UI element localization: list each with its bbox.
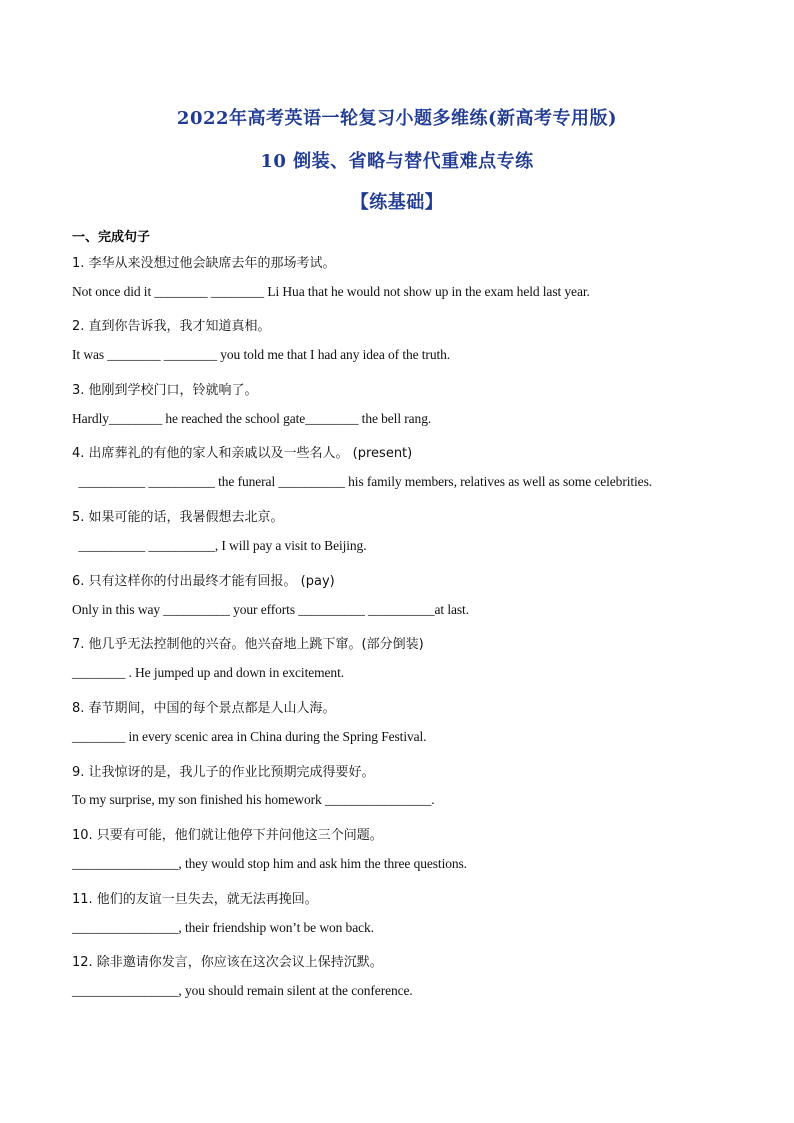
question-6-sentence: Only in this way __________ your efforts __________ __________at last. (72, 602, 469, 617)
question-3-prompt: 3. 他刚到学校门口，铃就响了。 (72, 383, 258, 398)
question-3-sentence: Hardly________ he reached the school gate________ the bell rang. (72, 411, 432, 426)
question-9-sentence: To my surprise, my son finished his homework ________________. (72, 792, 435, 807)
question-5-sentence: __________ __________, I will pay a visit to Beijing. (72, 538, 367, 553)
question-4-prompt: 4. 出席葬礼的有他的家人和亲戚以及一些名人。 (present) (72, 446, 413, 461)
document-title: 2022年高考英语一轮复习小题多维练(新高考专用版) (176, 108, 618, 129)
question-4-sentence: __________ __________ the funeral __________ his family members, relatives as well as some celebrities. (72, 474, 653, 489)
section-tag: 【练基础】 (350, 192, 444, 213)
question-11-sentence: ________________, their friendship won’t be won back. (72, 920, 374, 935)
question-10-prompt: 10. 只要有可能，他们就让他停下并问他这三个问题。 (72, 828, 383, 843)
question-9-prompt: 9. 让我惊讶的是，我儿子的作业比预期完成得要好。 (72, 765, 375, 780)
question-12-sentence: ________________, you should remain silent at the conference. (72, 983, 413, 998)
question-8-sentence: ________ in every scenic area in China during the Spring Festival. (72, 729, 427, 744)
document-subtitle: 10 倒装、省略与替代重难点专练 (260, 151, 534, 172)
question-12-prompt: 12. 除非邀请你发言，你应该在这次会议上保持沉默。 (72, 955, 383, 970)
question-2-prompt: 2. 直到你告诉我，我才知道真相。 (72, 319, 271, 334)
question-7-sentence: ________ . He jumped up and down in excitement. (72, 665, 344, 680)
question-10-sentence: ________________, they would stop him and ask him the three questions. (72, 856, 467, 871)
question-6-prompt: 6. 只有这样你的付出最终才能有回报。 (pay) (72, 574, 335, 589)
question-8-prompt: 8. 春节期间，中国的每个景点都是人山人海。 (72, 701, 336, 716)
question-1-sentence: Not once did it ________ ________ Li Hua that he would not show up in the exam held last year. (72, 284, 590, 299)
question-5-prompt: 5. 如果可能的话，我暑假想去北京。 (72, 510, 284, 525)
section-heading: 一、完成句子 (72, 230, 151, 245)
question-11-prompt: 11. 他们的友谊一旦失去，就无法再挽回。 (72, 892, 318, 907)
question-2-sentence: It was ________ ________ you told me that I had any idea of the truth. (72, 347, 451, 362)
question-7-prompt: 7. 他几乎无法控制他的兴奋。他兴奋地上跳下窜。(部分倒装) (72, 637, 424, 652)
question-1-prompt: 1. 李华从来没想过他会缺席去年的那场考试。 (72, 256, 336, 271)
